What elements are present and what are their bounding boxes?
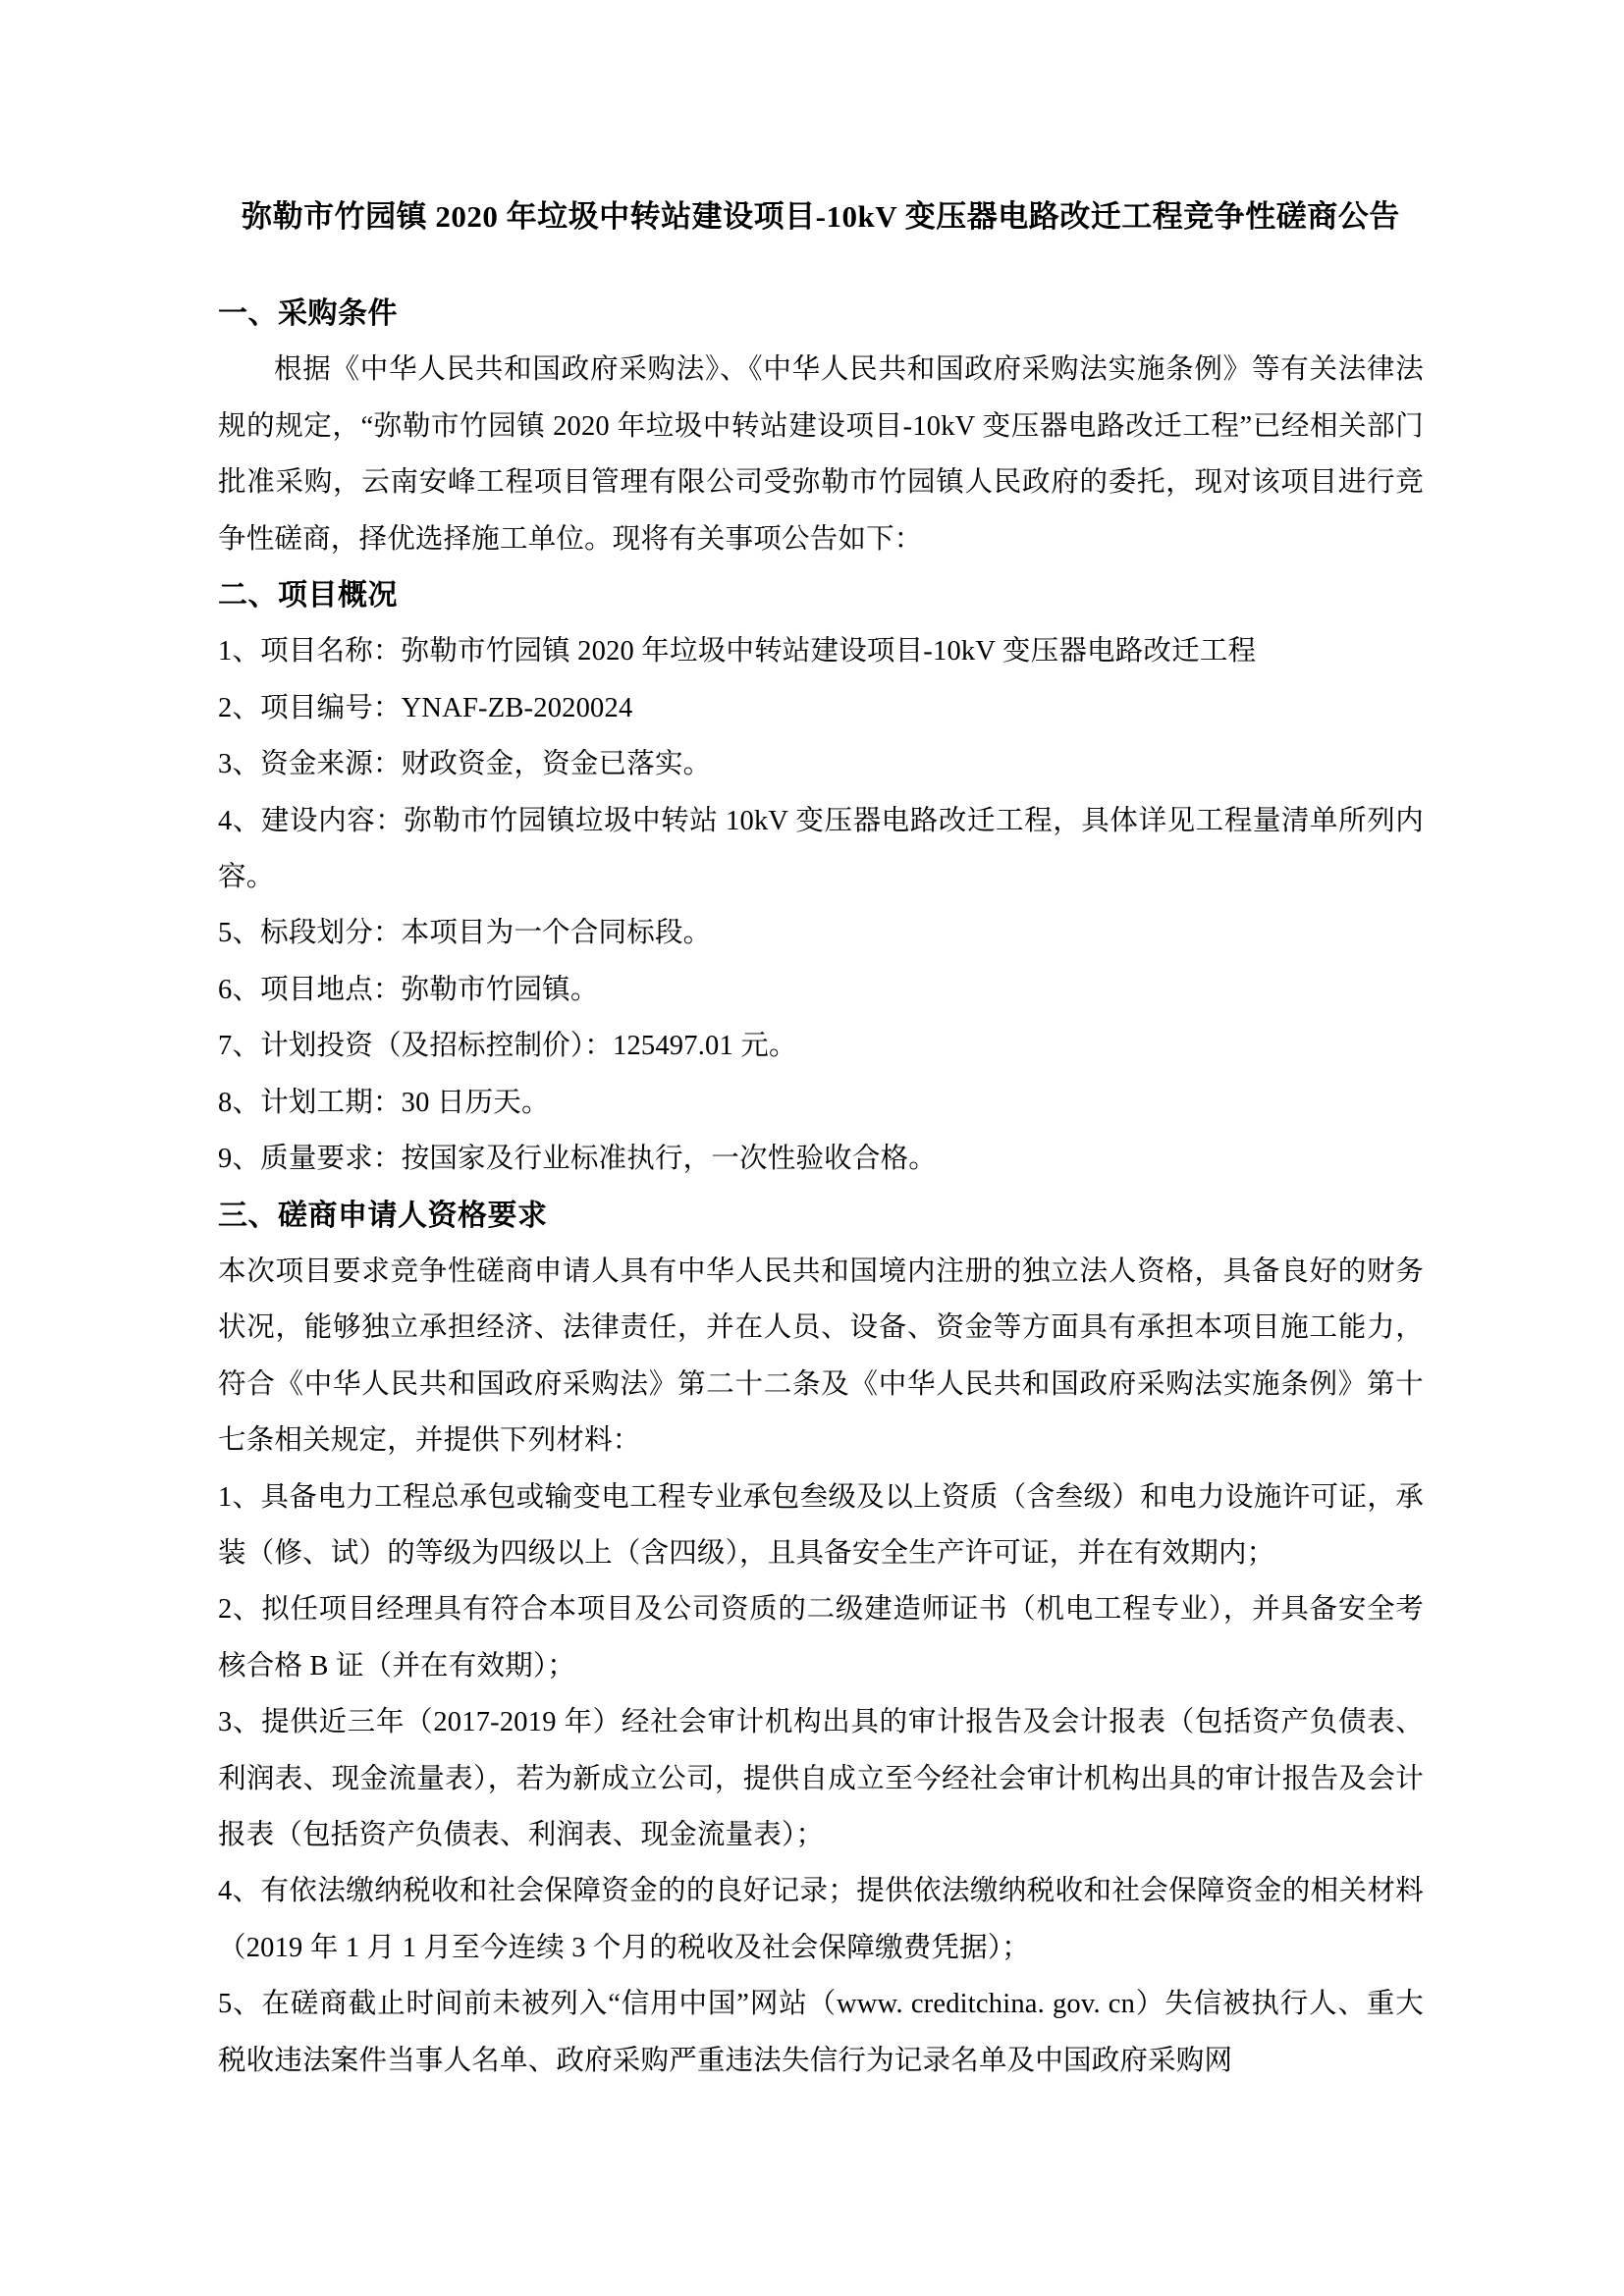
qualification-item-5: 5、在磋商截止时间前未被列入“信用中国”网站（www. creditchina. gov. cn）失信被执行人、重大税收违法案件当事人名单、政府采购严重违法失信行为记录名单及中国政府采购网 <box>218 1989 1424 2076</box>
qualification-item-2: 2、拟任项目经理具有符合本项目及公司资质的二级建造师证书（机电工程专业），并具备安全考核合格 B 证（并在有效期）； <box>218 1594 1424 1682</box>
item-funding-source: 3、资金来源：财政资金，资金已落实。 <box>218 749 712 780</box>
item-quality-requirement: 9、质量要求：按国家及行业标准执行，一次性验收合格。 <box>218 1144 937 1175</box>
qualification-item-1: 1、具备电力工程总承包或输变电工程专业承包叁级及以上资质（含叁级）和电力设施许可证，承装（修、试）的等级为四级以上（含四级），且具备安全生产许可证，并在有效期内； <box>218 1481 1424 1569</box>
item-project-number: 2、项目编号：YNAF-ZB-2020024 <box>218 692 633 723</box>
section-heading-procurement-conditions: 一、采购条件 <box>218 297 398 330</box>
section-heading-applicant-qualifications: 三、磋商申请人资格要求 <box>218 1199 548 1232</box>
procurement-conditions-paragraph: 根据《中华人民共和国政府采购法》、《中华人民共和国政府采购法实施条例》等有关法律法规的规定，“弥勒市竹园镇 2020 年垃圾中转站建设项目-10kV 变压器电路改迁工程”已经相关部门批准采购，云南安峰工程项目管理有限公司受弥勒市竹园镇人民政府的委托，现对该项目进行竞争性磋商，择优选择施工单位。现将有关事项公告如下： <box>218 354 1424 555</box>
page-title: 弥勒市竹园镇 2020 年垃圾中转站建设项目-10kV 变压器电路改迁工程竞争性磋商公告 <box>242 199 1400 234</box>
qualification-item-3: 3、提供近三年（2017-2019 年）经社会审计机构出具的审计报告及会计报表（包括资产负债表、利润表、现金流量表），若为新成立公司，提供自成立至今经社会审计机构出具的审计报告及会计报表（包括资产负债表、利润表、现金流量表）； <box>218 1707 1424 1850</box>
item-bid-section: 5、标段划分：本项目为一个合同标段。 <box>218 918 712 949</box>
document-content <box>218 187 1424 2089</box>
item-planned-investment: 7、计划投资（及招标控制价）：125497.01 元。 <box>218 1031 797 1062</box>
item-construction-content: 4、建设内容：弥勒市竹园镇垃圾中转站 10kV 变压器电路改迁工程，具体详见工程量清单所列内容。 <box>218 805 1424 893</box>
applicant-qualifications-paragraph: 本次项目要求竞争性磋商申请人具有中华人民共和国境内注册的独立法人资格，具备良好的财务状况，能够独立承担经济、法律责任，并在人员、设备、资金等方面具有承担本项目施工能力，符合《中华人民共和国政府采购法》第二十二条及《中华人民共和国政府采购法实施条例》第十七条相关规定，并提供下列材料： <box>218 1255 1424 1457</box>
item-project-name: 1、项目名称：弥勒市竹园镇 2020 年垃圾中转站建设项目-10kV 变压器电路改迁工程 <box>218 636 1257 667</box>
qualification-item-4: 4、有依法缴纳税收和社会保障资金的的良好记录；提供依法缴纳税收和社会保障资金的相关材料（2019 年 1 月 1 月至今连续 3 个月的税收及社会保障缴费凭据）； <box>218 1876 1424 1963</box>
item-planned-duration: 8、计划工期：30 日历天。 <box>218 1087 550 1118</box>
section-heading-project-overview: 二、项目概况 <box>218 579 398 613</box>
item-project-location: 6、项目地点：弥勒市竹园镇。 <box>218 974 599 1005</box>
